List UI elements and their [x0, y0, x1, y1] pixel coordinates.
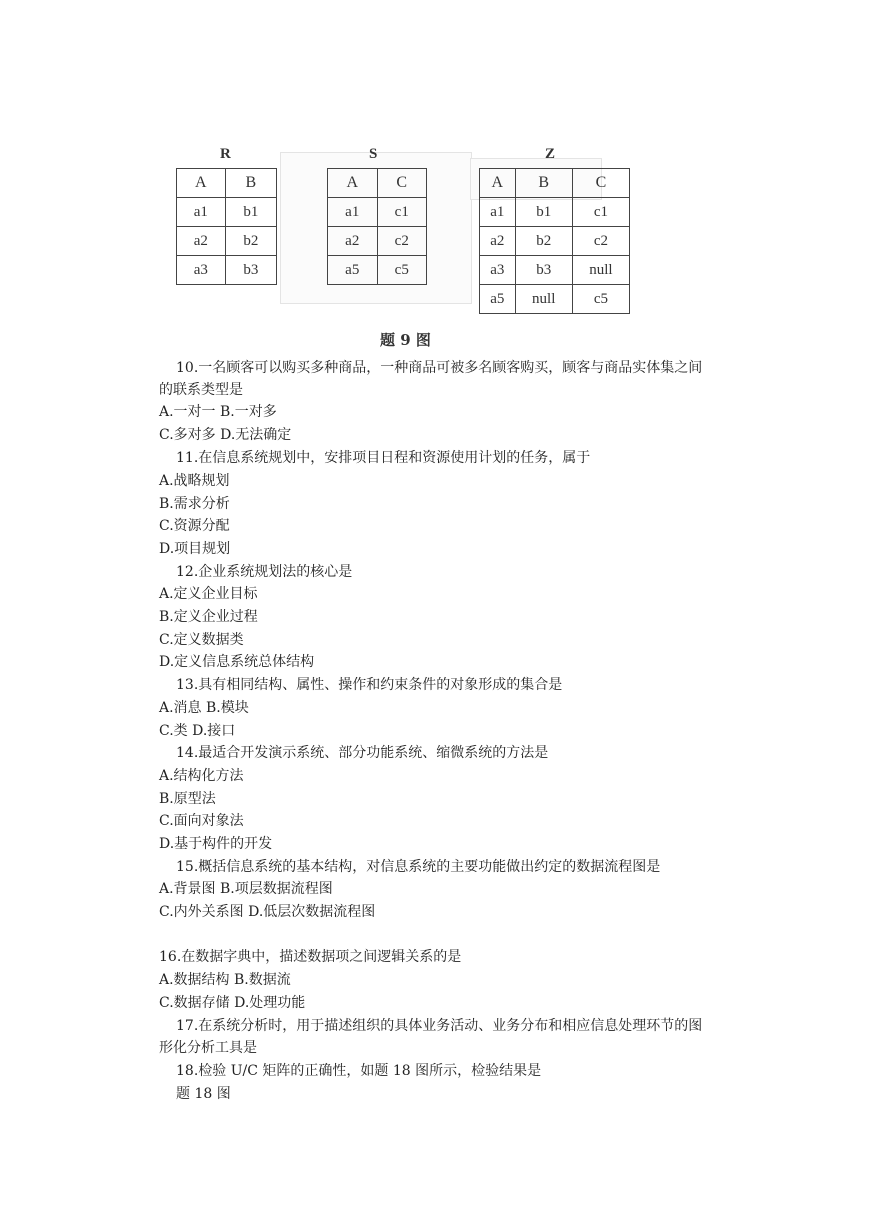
table-cell: a1 [480, 198, 516, 227]
option-line: A.背景图 B.项层数据流程图 [159, 881, 333, 897]
table-cell: a3 [177, 256, 226, 285]
question-16: 16.在数据字典中，描述数据项之间逻辑关系的是 [159, 949, 462, 965]
table-header: B [225, 169, 276, 198]
option-line: B.定义企业过程 [159, 609, 258, 625]
option-line: A.定义企业目标 [159, 586, 258, 602]
question-14: 14.最适合开发演示系统、部分功能系统、缩微系统的方法是 [176, 745, 549, 761]
figure-9 [0, 0, 869, 350]
option-line: B.原型法 [159, 791, 216, 807]
table-row [328, 256, 427, 285]
table-cell: b2 [225, 227, 276, 256]
table-cell: a1 [328, 198, 378, 227]
table-cell: b1 [225, 198, 276, 227]
table-row [480, 227, 630, 256]
table-row [177, 227, 277, 256]
table-cell: c5 [572, 285, 629, 314]
question-13: 13.具有相同结构、属性、操作和约束条件的对象形成的集合是 [176, 677, 563, 693]
table-cell: a3 [480, 256, 516, 285]
table-z-title: Z [545, 146, 556, 162]
option-line: D.项目规划 [159, 541, 231, 557]
option-line: C.定义数据类 [159, 632, 244, 648]
table-header: B [515, 169, 572, 198]
table-row [480, 256, 630, 285]
option-line: A.数据结构 B.数据流 [159, 972, 291, 988]
table-header: A [177, 169, 226, 198]
option-line: A.结构化方法 [159, 768, 244, 784]
question-11: 11.在信息系统规划中，安排项目日程和资源使用计划的任务，属于 [176, 450, 591, 466]
table-z [479, 168, 630, 314]
option-line: C.资源分配 [159, 518, 230, 534]
option-line: C.内外关系图 D.低层次数据流程图 [159, 904, 376, 920]
table-row [328, 227, 427, 256]
table-header: C [572, 169, 629, 198]
table-row [480, 198, 630, 227]
table-cell: null [572, 256, 629, 285]
table-header: A [480, 169, 516, 198]
table-cell: a5 [480, 285, 516, 314]
table-cell: a1 [177, 198, 226, 227]
table-s-title: S [369, 146, 378, 162]
table-header: A [328, 169, 378, 198]
table-row [480, 285, 630, 314]
question-17-continued: 形化分析工具是 [159, 1040, 257, 1056]
figure-caption: 题 9 图 [380, 331, 431, 349]
table-cell: c2 [377, 227, 427, 256]
table-s [327, 168, 427, 285]
question-15: 15.概括信息系统的基本结构，对信息系统的主要功能做出约定的数据流程图是 [176, 859, 661, 875]
question-10-continued: 的联系类型是 [159, 382, 243, 398]
question-10: 10.一名顾客可以购买多种商品，一种商品可被多名顾客购买，顾客与商品实体集之间 [176, 360, 703, 376]
table-cell: b3 [225, 256, 276, 285]
option-line: A.一对一 B.一对多 [159, 404, 277, 420]
option-line: C.面向对象法 [159, 813, 244, 829]
table-cell: a5 [328, 256, 378, 285]
option-line: A.消息 B.模块 [159, 700, 249, 716]
table-row [177, 198, 277, 227]
question-17: 17.在系统分析时，用于描述组织的具体业务活动、业务分布和相应信息处理环节的图 [176, 1018, 703, 1034]
table-cell: c1 [572, 198, 629, 227]
option-line: D.定义信息系统总体结构 [159, 654, 315, 670]
option-line: A.战略规划 [159, 473, 230, 489]
table-cell: c2 [572, 227, 629, 256]
table-row [328, 198, 427, 227]
table-cell: c5 [377, 256, 427, 285]
figure-18-caption: 题 18 图 [176, 1086, 231, 1102]
option-line: C.类 D.接口 [159, 723, 236, 739]
question-12: 12.企业系统规划法的核心是 [176, 564, 353, 580]
table-cell: a2 [480, 227, 516, 256]
table-r-title: R [220, 146, 231, 162]
option-line: C.多对多 D.无法确定 [159, 427, 292, 443]
table-cell: a2 [177, 227, 226, 256]
table-cell: b1 [515, 198, 572, 227]
table-cell: a2 [328, 227, 378, 256]
table-header: C [377, 169, 427, 198]
option-line: C.数据存储 D.处理功能 [159, 995, 306, 1011]
table-cell: b3 [515, 256, 572, 285]
table-r [176, 168, 277, 285]
option-line: B.需求分析 [159, 496, 230, 512]
table-row [177, 256, 277, 285]
question-18: 18.检验 U/C 矩阵的正确性，如题 18 图所示，检验结果是 [176, 1063, 542, 1079]
table-cell: b2 [515, 227, 572, 256]
option-line: D.基于构件的开发 [159, 836, 273, 852]
table-cell: null [515, 285, 572, 314]
table-cell: c1 [377, 198, 427, 227]
